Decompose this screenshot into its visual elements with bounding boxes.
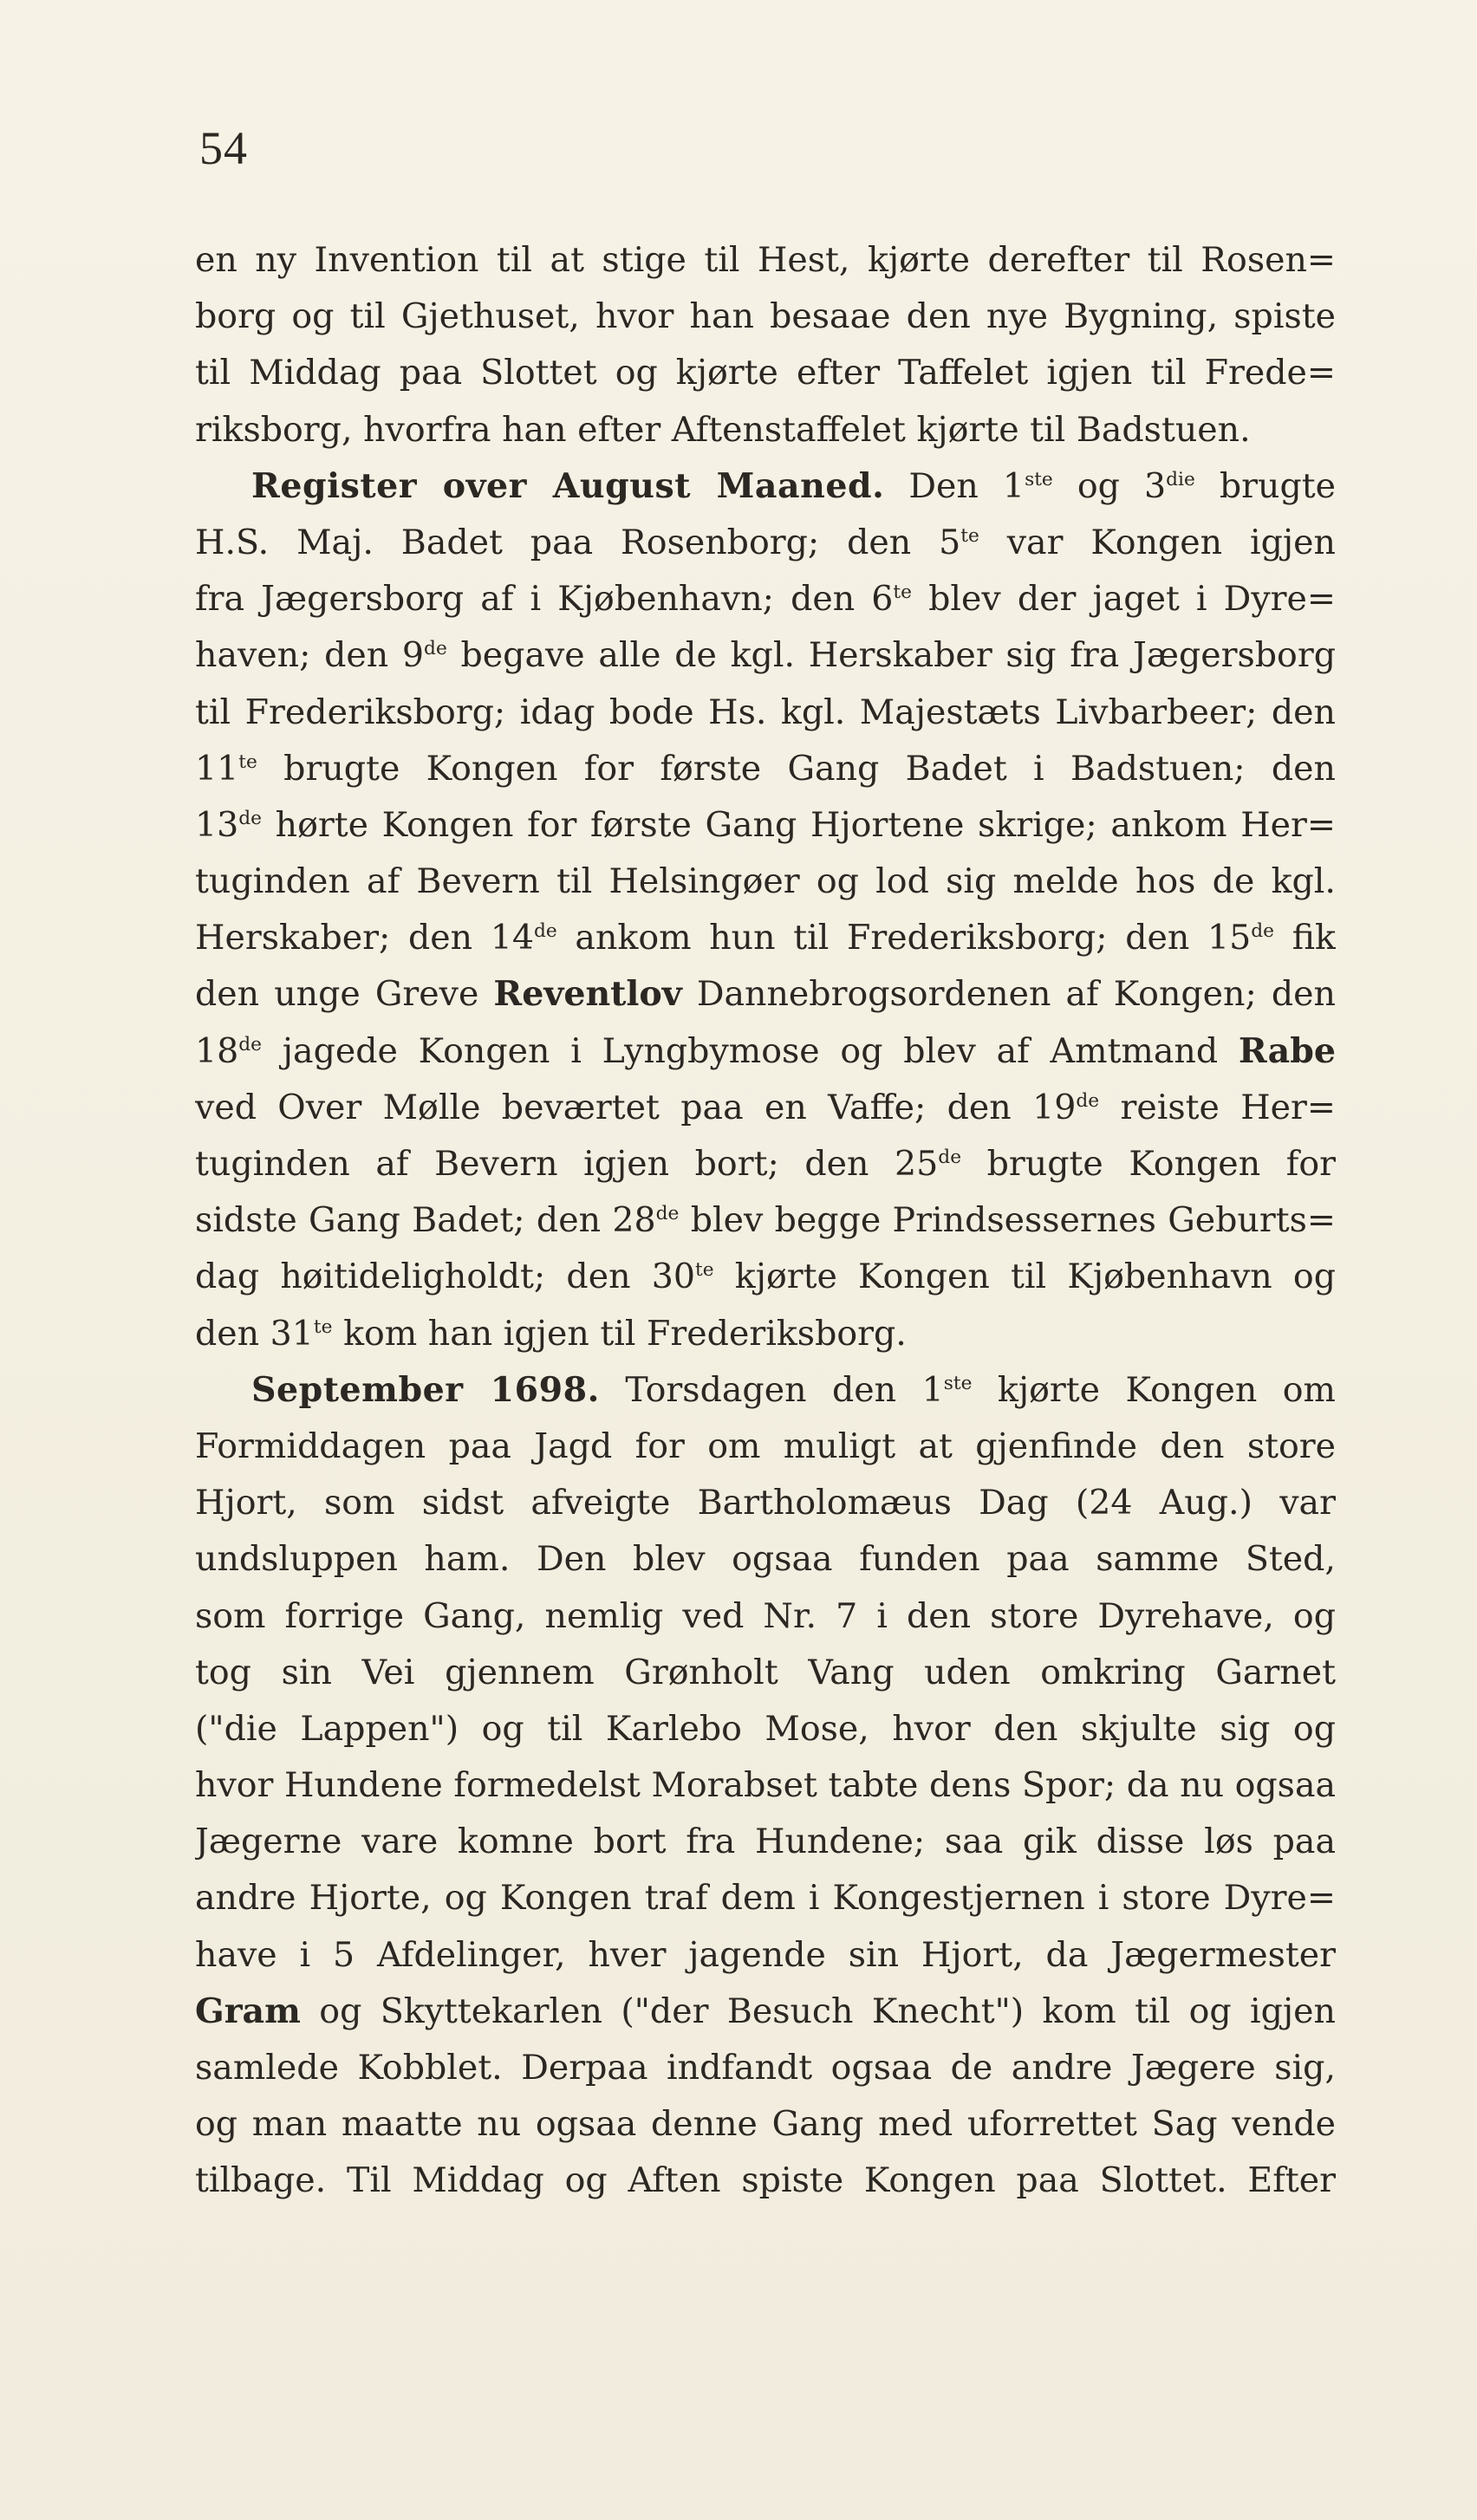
- text-line: [195, 1362, 1336, 1419]
- text-line: ("die Lappen") og til Karlebo Mose, hvor den skjulte sig og: [195, 1708, 1336, 1749]
- text-run: og 3: [1052, 465, 1167, 506]
- text-run: den unge Greve: [195, 974, 494, 1015]
- text-line: sidste Gang Badet; den 28de blev begge Prindsessernes Geburts=: [195, 1200, 1336, 1241]
- text-line: hvor Hundene formedelst Morabset tabte dens Spor; da nu ogsaa: [195, 1765, 1336, 1806]
- text-run: jagede Kongen i Lyngbymose og blev af Amtmand: [262, 1030, 1239, 1071]
- text-line: [195, 1023, 1336, 1080]
- text-run: ste: [943, 1372, 973, 1394]
- text-run: have i 5 Afdelinger, hver jagende sin Hjort, da Jægermester: [195, 1934, 1336, 1975]
- text-line: Herskaber; den 14de ankom hun til Frederiksborg; den 15de fik: [195, 918, 1336, 958]
- text-line: tog sin Vei gjennem Grønholt Vang uden omkring Garnet: [195, 1652, 1336, 1692]
- text-run: die: [1166, 468, 1195, 490]
- text-run: Torsdagen den 1: [599, 1369, 944, 1410]
- text-line: tuginden af Bevern igjen bort; den 25de brugte Kongen for: [195, 1144, 1336, 1184]
- text-line: ved Over Mølle beværtet paa en Vaffe; den 19de reiste Her=: [195, 1087, 1336, 1127]
- proper-name: Reventlov: [493, 974, 682, 1015]
- body-text: [195, 232, 1336, 2210]
- text-run: de: [238, 1033, 263, 1055]
- text-line: tuginden af Bevern til Helsingøer og lod sig melde hos de kgl.: [195, 861, 1336, 902]
- text-line: [195, 966, 1336, 1023]
- text-run: og Skyttekarlen ("der Besuch Knecht") kom til og igjen: [300, 1991, 1336, 2031]
- text-line: undsluppen ham. Den blev ogsaa funden paa samme Sted,: [195, 1539, 1336, 1580]
- text-run: Den 1: [884, 465, 1025, 506]
- proper-name: Gram: [195, 1991, 301, 2031]
- text-line: borg og til Gjethuset, hvor han besaae den nye Bygning, spiste: [195, 296, 1336, 337]
- section-heading: September 1698.: [251, 1369, 600, 1410]
- text-line: som forrige Gang, nemlig ved Nr. 7 i den store Dyrehave, og: [195, 1595, 1336, 1636]
- text-line: [195, 1927, 1336, 1984]
- text-line: Hjort, som sidst afveigte Bartholomæus Dag (24 Aug.) var: [195, 1483, 1336, 1523]
- text-line: den $31^{te}$ kom han igjen til Frederiksborg.: [195, 1313, 907, 1354]
- text-line: andre Hjorte, og Kongen traf dem i Kongestjernen i store Dyre=: [195, 1878, 1336, 1919]
- text-line: Jægerne vare komne bort fra Hundene; saa gik disse løs paa: [195, 1822, 1336, 1862]
- text-line: fra Jægersborg af i Kjøbenhavn; den $6^{te}$ blev der jaget i Dyre=: [195, 579, 1336, 620]
- text-run: kjørte Kongen om: [972, 1369, 1336, 1410]
- text-line: Formiddagen paa Jagd for om muligt at gjenfinde den store: [195, 1426, 1336, 1466]
- text-line: til Frederiksborg; idag bode Hs. kgl. Majestæts Livbarbeer; den: [195, 692, 1336, 732]
- text-line: [195, 1984, 1336, 2040]
- text-line: haven; den 9de begave alle de kgl. Herskaber sig fra Jægersborg: [195, 635, 1336, 676]
- text-line: tilbage. Til Middag og Aften spiste Kongen paa Slottet. Efter: [195, 2160, 1336, 2201]
- text-line: $11^{te}$ brugte Kongen for første Gang Badet i Badstuen; den: [195, 748, 1336, 789]
- text-run: Dannebrogsordenen af Kongen; den: [681, 974, 1336, 1015]
- proper-name: Rabe: [1238, 1030, 1336, 1071]
- text-line: 13de hørte Kongen for første Gang Hjortene skrige; ankom Her=: [195, 804, 1336, 845]
- text-run: 18: [195, 1030, 239, 1071]
- text-line: H.S. Maj. Badet paa Rosenborg; den $5^{te}$ var Kongen igjen: [195, 522, 1336, 562]
- text-line: samlede Kobblet. Derpaa indfandt ogsaa de andre Jægere sig,: [195, 2048, 1336, 2088]
- page-number: 54: [199, 122, 248, 174]
- text-run: brugte: [1194, 465, 1336, 506]
- text-line: riksborg, hvorfra han efter Aftenstaffelet kjørte til Badstuen.: [195, 409, 1251, 450]
- text-line: dag høitideligholdt; den $30^{te}$ kjørte Kongen til Kjøbenhavn og: [195, 1257, 1336, 1297]
- text-line: [195, 458, 1336, 515]
- text-line: og man maatte nu ogsaa denne Gang med uforrettet Sag vende: [195, 2104, 1336, 2145]
- text-run: ste: [1025, 468, 1053, 490]
- text-line: til Middag paa Slottet og kjørte efter Taffelet igjen til Frede=: [195, 353, 1336, 393]
- text-line: en ny Invention til at stige til Hest, kjørte derefter til Rosen=: [195, 240, 1336, 280]
- section-heading: Register over August Maaned.: [251, 465, 885, 506]
